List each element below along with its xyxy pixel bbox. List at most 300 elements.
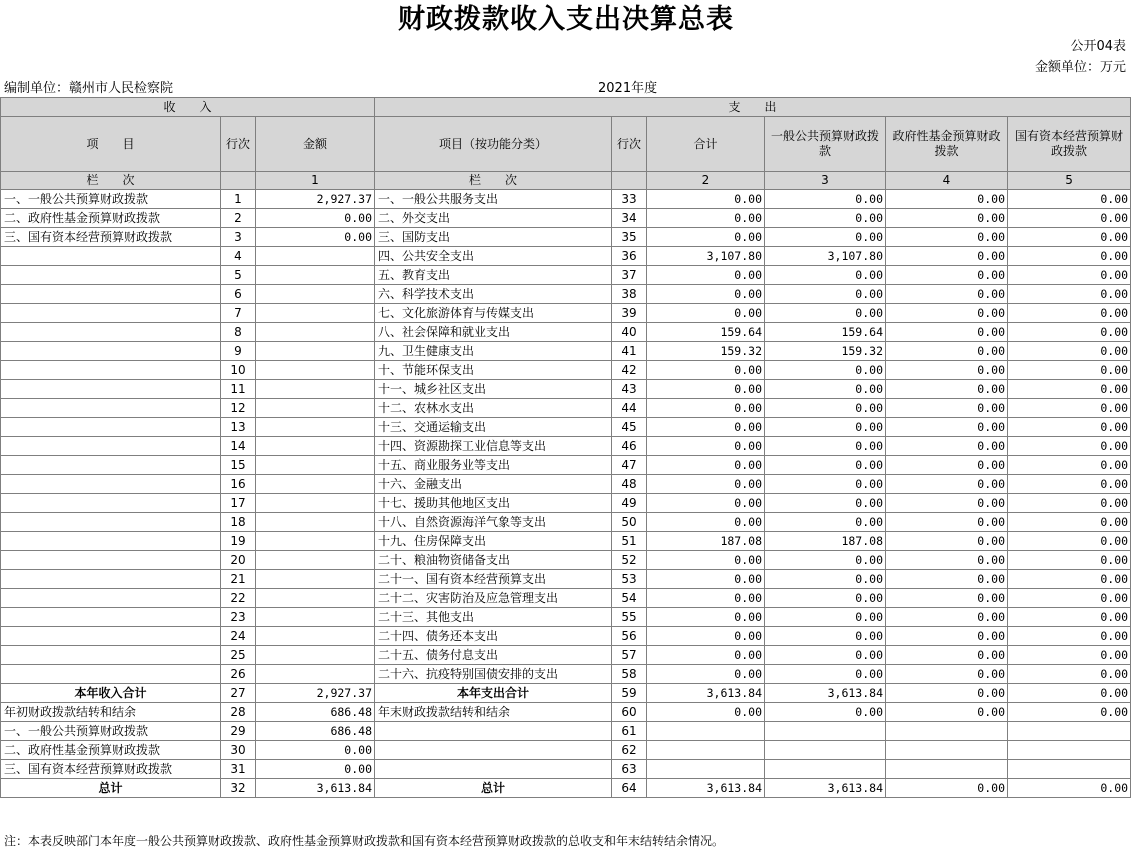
- expense-row-no-cell: 36: [612, 247, 647, 266]
- expense-fund-budget-cell: 0.00: [886, 570, 1008, 589]
- income-item-cell: [1, 380, 221, 399]
- income-amount-cell: [256, 456, 375, 475]
- expense-row-no-cell: 33: [612, 190, 647, 209]
- table-row: [1, 380, 1131, 399]
- expense-fund-budget-cell: 0.00: [886, 190, 1008, 209]
- expense-total-cell: 0.00: [647, 228, 765, 247]
- income-item-cell: [1, 399, 221, 418]
- expense-total-cell: 0.00: [647, 665, 765, 684]
- expense-soe-budget-cell: 0.00: [1008, 608, 1131, 627]
- expense-general-budget-cell: 0.00: [765, 418, 886, 437]
- expense-soe-budget-cell: [1008, 722, 1131, 741]
- income-amount-cell: [256, 266, 375, 285]
- income-row-no-cell: 4: [221, 247, 256, 266]
- income-item-cell: 一、一般公共预算财政拨款: [1, 190, 221, 209]
- expense-row-no-cell: 48: [612, 475, 647, 494]
- expense-item-cell: 十九、住房保障支出: [375, 532, 612, 551]
- expense-general-budget-cell: 0.00: [765, 304, 886, 323]
- table-row: [1, 209, 1131, 228]
- expense-row-no-cell: 40: [612, 323, 647, 342]
- income-amount-cell: 0.00: [256, 228, 375, 247]
- table-row: [1, 304, 1131, 323]
- income-amount-cell: [256, 399, 375, 418]
- expense-total-cell: 0.00: [647, 608, 765, 627]
- footnote: 注：本表反映部门本年度一般公共预算财政拨款、政府性基金预算财政拨款和国有资本经营预算财政拨款的总收支和年末结转结余情况。: [4, 834, 725, 848]
- expense-soe-budget-cell: 0.00: [1008, 703, 1131, 722]
- expense-fund-budget-cell: 0.00: [886, 684, 1008, 703]
- expense-general-budget-cell: 0.00: [765, 589, 886, 608]
- expense-item-cell: 七、文化旅游体育与传媒支出: [375, 304, 612, 323]
- expense-item-cell: 总计: [375, 779, 612, 798]
- expense-fund-budget-cell: 0.00: [886, 494, 1008, 513]
- income-row-no-cell: 2: [221, 209, 256, 228]
- expense-row-no-cell: 43: [612, 380, 647, 399]
- expense-soe-budget-cell: 0.00: [1008, 589, 1131, 608]
- finance-table: [0, 97, 1131, 798]
- expense-fund-budget-cell: 0.00: [886, 380, 1008, 399]
- expense-row-no-cell: 34: [612, 209, 647, 228]
- expense-row-no-cell: 41: [612, 342, 647, 361]
- col-index-1: 1: [256, 172, 375, 190]
- expense-fund-budget-cell: 0.00: [886, 418, 1008, 437]
- income-row-no-cell: 1: [221, 190, 256, 209]
- expense-fund-budget-cell: 0.00: [886, 209, 1008, 228]
- expense-soe-budget-cell: 0.00: [1008, 399, 1131, 418]
- expense-soe-budget-cell: 0.00: [1008, 532, 1131, 551]
- income-amount-cell: [256, 551, 375, 570]
- expense-row-no-cell: 58: [612, 665, 647, 684]
- expense-soe-budget-cell: 0.00: [1008, 665, 1131, 684]
- income-amount-cell: [256, 285, 375, 304]
- income-amount-cell: [256, 323, 375, 342]
- expense-item-cell: 八、社会保障和就业支出: [375, 323, 612, 342]
- expense-item-cell: 本年支出合计: [375, 684, 612, 703]
- income-row-no-cell: 15: [221, 456, 256, 475]
- expense-soe-budget-cell: 0.00: [1008, 494, 1131, 513]
- income-row-no-cell: 27: [221, 684, 256, 703]
- expense-total-cell: 3,107.80: [647, 247, 765, 266]
- table-row: [1, 570, 1131, 589]
- expense-item-cell: 十三、交通运输支出: [375, 418, 612, 437]
- expense-item-cell: 二十六、抗疫特别国债安排的支出: [375, 665, 612, 684]
- income-item-cell: [1, 494, 221, 513]
- table-row: [1, 475, 1131, 494]
- expense-item-cell: 一、一般公共服务支出: [375, 190, 612, 209]
- expense-soe-budget-cell: 0.00: [1008, 304, 1131, 323]
- income-amount-cell: [256, 627, 375, 646]
- expense-item-cell: 十四、资源勘探工业信息等支出: [375, 437, 612, 456]
- income-amount-cell: [256, 570, 375, 589]
- expense-total-cell: 0.00: [647, 209, 765, 228]
- expense-row-no-cell: 55: [612, 608, 647, 627]
- expense-soe-budget-cell: 0.00: [1008, 418, 1131, 437]
- col-header-row-no: 行次: [221, 117, 256, 172]
- expense-general-budget-cell: 0.00: [765, 646, 886, 665]
- expense-row-no-cell: 42: [612, 361, 647, 380]
- expense-row-no-cell: 59: [612, 684, 647, 703]
- expense-fund-budget-cell: [886, 760, 1008, 779]
- expense-item-cell: 二、外交支出: [375, 209, 612, 228]
- expense-general-budget-cell: 0.00: [765, 513, 886, 532]
- expense-item-cell: 十、节能环保支出: [375, 361, 612, 380]
- income-amount-cell: [256, 380, 375, 399]
- expense-row-no-cell: 57: [612, 646, 647, 665]
- expense-total-cell: 0.00: [647, 570, 765, 589]
- col-header-general-budget: 一般公共预算财政拨款: [765, 117, 886, 172]
- expense-item-cell: 十八、自然资源海洋气象等支出: [375, 513, 612, 532]
- expense-fund-budget-cell: 0.00: [886, 475, 1008, 494]
- expense-general-budget-cell: [765, 741, 886, 760]
- income-item-cell: 三、国有资本经营预算财政拨款: [1, 760, 221, 779]
- income-row-no-cell: 3: [221, 228, 256, 247]
- expense-fund-budget-cell: 0.00: [886, 665, 1008, 684]
- table-row: [1, 494, 1131, 513]
- expense-item-cell: 十六、金融支出: [375, 475, 612, 494]
- expense-total-cell: 0.00: [647, 551, 765, 570]
- expense-fund-budget-cell: 0.00: [886, 266, 1008, 285]
- table-row: [1, 608, 1131, 627]
- expense-general-budget-cell: 0.00: [765, 266, 886, 285]
- expense-row-no-cell: 44: [612, 399, 647, 418]
- income-amount-cell: [256, 437, 375, 456]
- table-row: [1, 247, 1131, 266]
- expense-fund-budget-cell: 0.00: [886, 646, 1008, 665]
- expense-total-cell: 159.64: [647, 323, 765, 342]
- expense-item-cell: 十一、城乡社区支出: [375, 380, 612, 399]
- expense-item-cell: 五、教育支出: [375, 266, 612, 285]
- expense-soe-budget-cell: 0.00: [1008, 684, 1131, 703]
- income-amount-cell: [256, 608, 375, 627]
- expense-soe-budget-cell: 0.00: [1008, 247, 1131, 266]
- table-row: [1, 399, 1131, 418]
- expense-soe-budget-cell: 0.00: [1008, 266, 1131, 285]
- expense-general-budget-cell: 3,613.84: [765, 779, 886, 798]
- expense-row-no-cell: 50: [612, 513, 647, 532]
- expense-total-cell: 0.00: [647, 418, 765, 437]
- expense-item-cell: 二十一、国有资本经营预算支出: [375, 570, 612, 589]
- expense-fund-budget-cell: 0.00: [886, 361, 1008, 380]
- income-item-cell: [1, 475, 221, 494]
- income-item-cell: [1, 589, 221, 608]
- table-row: [1, 589, 1131, 608]
- expense-soe-budget-cell: [1008, 760, 1131, 779]
- expense-row-no-cell: 39: [612, 304, 647, 323]
- page-title: 财政拨款收入支出决算总表: [398, 4, 734, 35]
- table-row: [1, 722, 1131, 741]
- expense-soe-budget-cell: 0.00: [1008, 646, 1131, 665]
- expense-item-cell: 二十四、债务还本支出: [375, 627, 612, 646]
- income-row-no-cell: 18: [221, 513, 256, 532]
- col-index-2: 2: [647, 172, 765, 190]
- income-amount-cell: 686.48: [256, 722, 375, 741]
- table-row: [1, 703, 1131, 722]
- expense-fund-budget-cell: 0.00: [886, 456, 1008, 475]
- expense-fund-budget-cell: 0.00: [886, 399, 1008, 418]
- income-item-cell: [1, 456, 221, 475]
- expense-soe-budget-cell: 0.00: [1008, 361, 1131, 380]
- expense-total-cell: 0.00: [647, 399, 765, 418]
- income-item-cell: [1, 323, 221, 342]
- table-row: [1, 627, 1131, 646]
- table-row: [1, 665, 1131, 684]
- expense-general-budget-cell: 0.00: [765, 209, 886, 228]
- col-header-fund-budget: 政府性基金预算财政拨款: [886, 117, 1008, 172]
- income-item-cell: 二、政府性基金预算财政拨款: [1, 741, 221, 760]
- income-row-no-cell: 29: [221, 722, 256, 741]
- expense-total-cell: 0.00: [647, 266, 765, 285]
- income-amount-cell: [256, 532, 375, 551]
- expense-general-budget-cell: 0.00: [765, 608, 886, 627]
- expense-item-cell: 四、公共安全支出: [375, 247, 612, 266]
- expense-general-budget-cell: 0.00: [765, 380, 886, 399]
- income-item-cell: [1, 665, 221, 684]
- income-row-no-cell: 22: [221, 589, 256, 608]
- expense-general-budget-cell: 159.32: [765, 342, 886, 361]
- income-row-no-cell: 19: [221, 532, 256, 551]
- col-header-row-no-2: 行次: [612, 117, 647, 172]
- income-row-no-cell: 25: [221, 646, 256, 665]
- income-item-cell: 三、国有资本经营预算财政拨款: [1, 228, 221, 247]
- expense-row-no-cell: 38: [612, 285, 647, 304]
- expense-fund-budget-cell: 0.00: [886, 513, 1008, 532]
- expense-general-budget-cell: 0.00: [765, 551, 886, 570]
- income-row-no-cell: 14: [221, 437, 256, 456]
- income-item-cell: [1, 418, 221, 437]
- expense-soe-budget-cell: 0.00: [1008, 380, 1131, 399]
- income-item-cell: [1, 437, 221, 456]
- expense-total-cell: 0.00: [647, 703, 765, 722]
- expense-row-no-cell: 61: [612, 722, 647, 741]
- expense-row-no-cell: 56: [612, 627, 647, 646]
- expense-total-cell: 0.00: [647, 627, 765, 646]
- expense-soe-budget-cell: 0.00: [1008, 513, 1131, 532]
- table-row: [1, 285, 1131, 304]
- expense-total-cell: 0.00: [647, 513, 765, 532]
- table-row: [1, 437, 1131, 456]
- expense-total-cell: 0.00: [647, 475, 765, 494]
- expense-general-budget-cell: 0.00: [765, 627, 886, 646]
- expense-item-cell: 年末财政拨款结转和结余: [375, 703, 612, 722]
- expense-total-cell: [647, 760, 765, 779]
- expense-row-no-cell: 47: [612, 456, 647, 475]
- expense-fund-budget-cell: 0.00: [886, 779, 1008, 798]
- table-row: [1, 228, 1131, 247]
- income-amount-cell: [256, 513, 375, 532]
- table-row: [1, 190, 1131, 209]
- year-label: 2021年度: [598, 81, 658, 96]
- form-code: 公开04表: [1070, 39, 1126, 54]
- income-amount-cell: 0.00: [256, 760, 375, 779]
- col-index-label: 栏 次: [1, 172, 221, 190]
- expense-general-budget-cell: 0.00: [765, 456, 886, 475]
- expense-fund-budget-cell: 0.00: [886, 437, 1008, 456]
- expense-general-budget-cell: [765, 760, 886, 779]
- expense-soe-budget-cell: 0.00: [1008, 456, 1131, 475]
- income-row-no-cell: 11: [221, 380, 256, 399]
- expense-total-cell: 0.00: [647, 456, 765, 475]
- col-index-3: 3: [765, 172, 886, 190]
- expense-fund-budget-cell: 0.00: [886, 285, 1008, 304]
- expense-item-cell: 九、卫生健康支出: [375, 342, 612, 361]
- income-group-header: 收 入: [1, 98, 375, 117]
- expense-soe-budget-cell: 0.00: [1008, 627, 1131, 646]
- income-amount-cell: [256, 646, 375, 665]
- expense-fund-budget-cell: [886, 741, 1008, 760]
- income-item-cell: [1, 266, 221, 285]
- expense-item-cell: 二十、粮油物资储备支出: [375, 551, 612, 570]
- expense-item-cell: 十二、农林水支出: [375, 399, 612, 418]
- expense-general-budget-cell: 159.64: [765, 323, 886, 342]
- expense-general-budget-cell: 0.00: [765, 190, 886, 209]
- expense-row-no-cell: 52: [612, 551, 647, 570]
- income-item-cell: 本年收入合计: [1, 684, 221, 703]
- expense-item-cell: 六、科学技术支出: [375, 285, 612, 304]
- expense-soe-budget-cell: 0.00: [1008, 209, 1131, 228]
- income-row-no-cell: 28: [221, 703, 256, 722]
- col-index-label-2: 栏 次: [375, 172, 612, 190]
- income-item-cell: [1, 247, 221, 266]
- table-row: [1, 760, 1131, 779]
- income-amount-cell: [256, 304, 375, 323]
- table-row: [1, 266, 1131, 285]
- expense-total-cell: 0.00: [647, 646, 765, 665]
- col-header-amount: 金额: [256, 117, 375, 172]
- expense-total-cell: [647, 722, 765, 741]
- income-row-no-cell: 6: [221, 285, 256, 304]
- income-amount-cell: [256, 418, 375, 437]
- table-row: [1, 779, 1131, 798]
- expense-total-cell: 3,613.84: [647, 684, 765, 703]
- unit-label: 金额单位：万元: [1034, 60, 1126, 75]
- table-row: [1, 323, 1131, 342]
- income-item-cell: [1, 285, 221, 304]
- group-header-row: [1, 98, 1131, 117]
- income-amount-cell: [256, 247, 375, 266]
- expense-row-no-cell: 49: [612, 494, 647, 513]
- expense-group-header: 支 出: [375, 98, 1131, 117]
- expense-item-cell: 二十二、灾害防治及应急管理支出: [375, 589, 612, 608]
- column-index-row: [1, 172, 1131, 190]
- expense-general-budget-cell: 187.08: [765, 532, 886, 551]
- expense-item-cell: 三、国防支出: [375, 228, 612, 247]
- income-row-no-cell: 26: [221, 665, 256, 684]
- expense-total-cell: 0.00: [647, 380, 765, 399]
- expense-item-cell: [375, 722, 612, 741]
- expense-fund-budget-cell: 0.00: [886, 627, 1008, 646]
- expense-soe-budget-cell: 0.00: [1008, 228, 1131, 247]
- income-row-no-cell: 31: [221, 760, 256, 779]
- expense-soe-budget-cell: 0.00: [1008, 779, 1131, 798]
- expense-soe-budget-cell: 0.00: [1008, 285, 1131, 304]
- expense-soe-budget-cell: 0.00: [1008, 551, 1131, 570]
- expense-row-no-cell: 45: [612, 418, 647, 437]
- income-amount-cell: [256, 494, 375, 513]
- income-item-cell: [1, 532, 221, 551]
- expense-item-cell: 二十三、其他支出: [375, 608, 612, 627]
- table-row: [1, 551, 1131, 570]
- table-row: [1, 456, 1131, 475]
- income-row-no-cell: 12: [221, 399, 256, 418]
- income-item-cell: 二、政府性基金预算财政拨款: [1, 209, 221, 228]
- income-row-no-cell: 21: [221, 570, 256, 589]
- income-item-cell: [1, 551, 221, 570]
- income-row-no-cell: 8: [221, 323, 256, 342]
- expense-soe-budget-cell: 0.00: [1008, 570, 1131, 589]
- expense-soe-budget-cell: 0.00: [1008, 342, 1131, 361]
- expense-total-cell: 0.00: [647, 190, 765, 209]
- expense-general-budget-cell: 0.00: [765, 228, 886, 247]
- income-row-no-cell: 16: [221, 475, 256, 494]
- income-amount-cell: [256, 589, 375, 608]
- expense-total-cell: 0.00: [647, 437, 765, 456]
- col-header-item: 项 目: [1, 117, 221, 172]
- expense-general-budget-cell: 0.00: [765, 361, 886, 380]
- expense-row-no-cell: 51: [612, 532, 647, 551]
- expense-general-budget-cell: 0.00: [765, 475, 886, 494]
- col-header-item-func: 项目（按功能分类）: [375, 117, 612, 172]
- income-amount-cell: 2,927.37: [256, 190, 375, 209]
- income-item-cell: [1, 342, 221, 361]
- income-item-cell: [1, 361, 221, 380]
- expense-total-cell: 159.32: [647, 342, 765, 361]
- expense-item-cell: [375, 760, 612, 779]
- expense-total-cell: 187.08: [647, 532, 765, 551]
- table-row: [1, 684, 1131, 703]
- expense-total-cell: 0.00: [647, 494, 765, 513]
- expense-item-cell: 二十五、债务付息支出: [375, 646, 612, 665]
- expense-fund-budget-cell: 0.00: [886, 589, 1008, 608]
- expense-general-budget-cell: 0.00: [765, 703, 886, 722]
- col-index-blank-2: [612, 172, 647, 190]
- expense-total-cell: 0.00: [647, 285, 765, 304]
- expense-general-budget-cell: 0.00: [765, 437, 886, 456]
- expense-total-cell: 0.00: [647, 589, 765, 608]
- income-item-cell: [1, 304, 221, 323]
- expense-total-cell: 3,613.84: [647, 779, 765, 798]
- income-item-cell: [1, 608, 221, 627]
- income-amount-cell: 3,613.84: [256, 779, 375, 798]
- expense-fund-budget-cell: 0.00: [886, 608, 1008, 627]
- income-row-no-cell: 30: [221, 741, 256, 760]
- expense-row-no-cell: 37: [612, 266, 647, 285]
- expense-general-budget-cell: 0.00: [765, 285, 886, 304]
- income-amount-cell: 0.00: [256, 741, 375, 760]
- col-index-5: 5: [1008, 172, 1131, 190]
- column-header-row: [1, 117, 1131, 172]
- expense-item-cell: 十五、商业服务业等支出: [375, 456, 612, 475]
- expense-fund-budget-cell: 0.00: [886, 551, 1008, 570]
- income-amount-cell: 0.00: [256, 209, 375, 228]
- income-row-no-cell: 32: [221, 779, 256, 798]
- expense-fund-budget-cell: 0.00: [886, 304, 1008, 323]
- expense-general-budget-cell: 0.00: [765, 665, 886, 684]
- expense-fund-budget-cell: 0.00: [886, 228, 1008, 247]
- expense-total-cell: [647, 741, 765, 760]
- expense-row-no-cell: 62: [612, 741, 647, 760]
- income-amount-cell: [256, 342, 375, 361]
- expense-soe-budget-cell: 0.00: [1008, 190, 1131, 209]
- expense-row-no-cell: 35: [612, 228, 647, 247]
- expense-row-no-cell: 63: [612, 760, 647, 779]
- expense-general-budget-cell: [765, 722, 886, 741]
- expense-fund-budget-cell: 0.00: [886, 532, 1008, 551]
- expense-soe-budget-cell: 0.00: [1008, 475, 1131, 494]
- income-amount-cell: [256, 665, 375, 684]
- expense-general-budget-cell: 0.00: [765, 494, 886, 513]
- income-row-no-cell: 23: [221, 608, 256, 627]
- expense-item-cell: [375, 741, 612, 760]
- income-amount-cell: [256, 475, 375, 494]
